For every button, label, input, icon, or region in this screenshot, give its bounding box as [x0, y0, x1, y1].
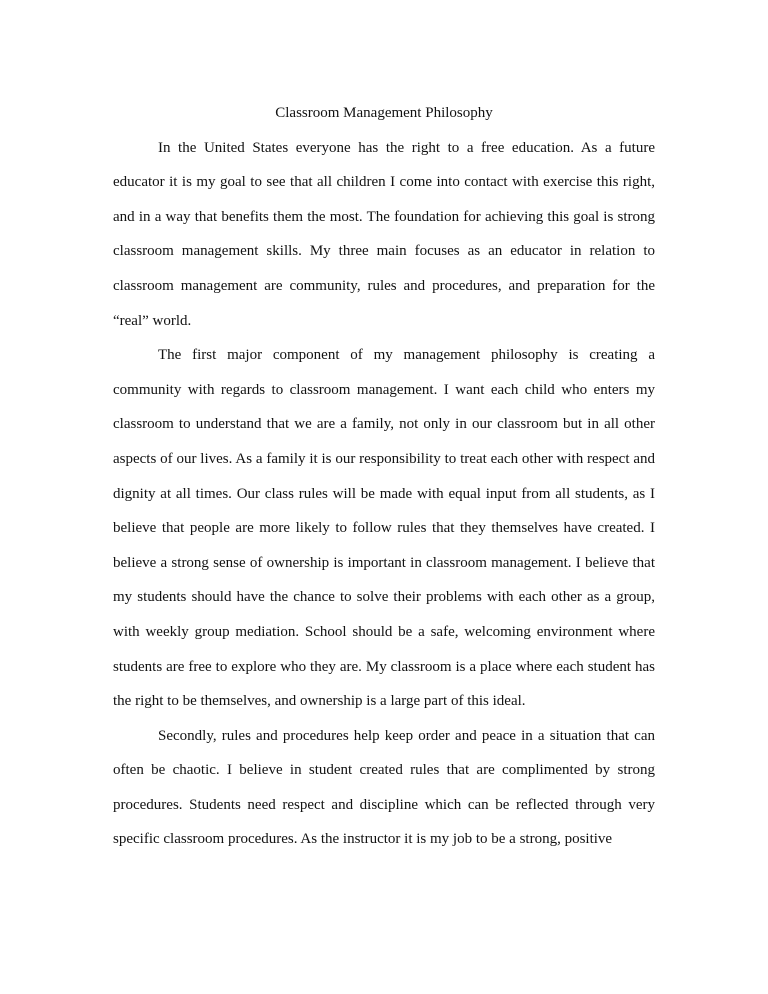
paragraph-intro: In the United States everyone has the right to a free education. As a future educator it is my goal to see that all children I come into contact with exercise this right, and in a way that benefits them the most. The foundation for achieving this goal is strong classroom management skills. My three main focuses as an educator in relation to classroom management are community, rules and procedures, and preparation for the “real” world. [113, 139, 655, 329]
paragraph-rules-procedures: Secondly, rules and procedures help keep order and peace in a situation that can often be chaotic. I believe in student created rules that are complimented by strong procedures. Students need respect and discipline which can be reflected through very specific classroom procedures. As the instructor it is my job to be a strong, positive [113, 727, 655, 848]
document-title: Classroom Management Philosophy [275, 105, 493, 121]
paragraph-community: The first major component of my management philosophy is creating a community with regards to classroom management. I want each child who enters my classroom to understand that we are a family, not only in our classroom but in all other aspects of our lives. As a family it is our responsibility to treat each other with respect and dignity at all times. Our class rules will be made with equal input from all students, as I believe that people are more likely to follow rules that they themselves have created. I believe a strong sense of ownership is important in classroom management. I believe that my students should have the chance to solve their problems with each other as a group, with weekly group mediation. School should be a safe, welcoming environment where students are free to explore who they are. My classroom is a place where each student has the right to be themselves, and ownership is a large part of this ideal. [113, 347, 655, 710]
